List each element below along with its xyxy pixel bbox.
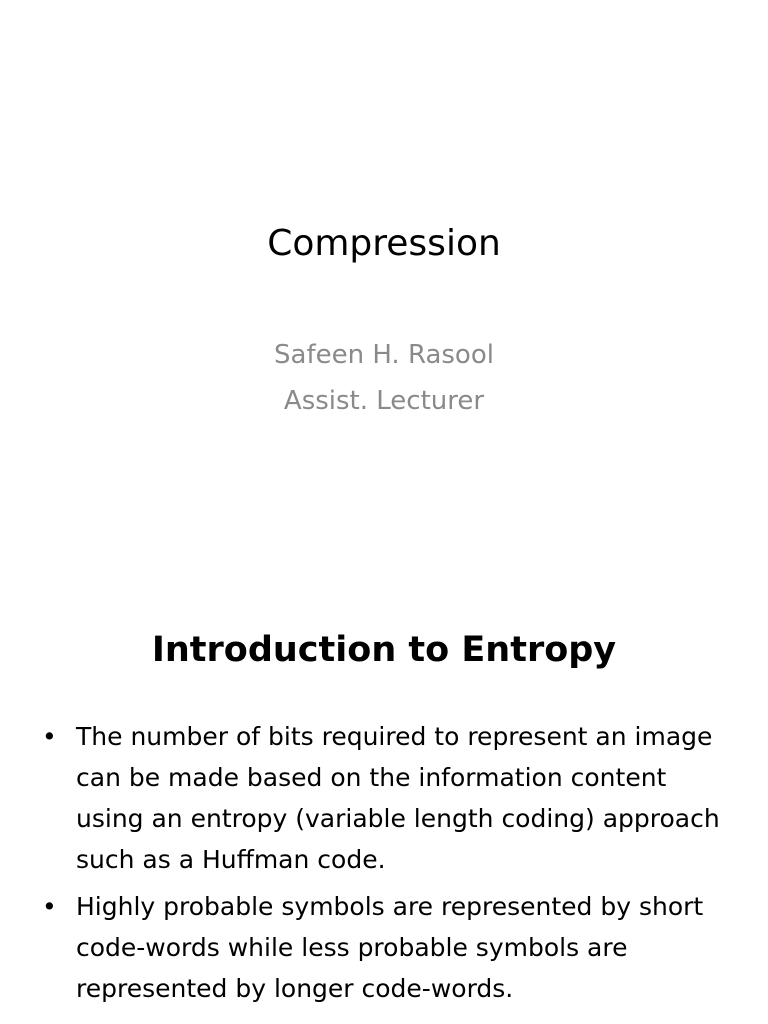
author-name: Safeen H. Rasool: [274, 340, 494, 370]
bullet-text: The number of bits required to represent an image can be made based on the information content using an entropy (variable length coding) approach such as a Huffman code.: [76, 722, 720, 874]
bullet-list: [40, 716, 740, 1015]
bullet-item: [40, 886, 740, 1009]
bullet-item: [40, 716, 740, 880]
bullet-text: Highly probable symbols are represented by short code-words while less probable symbols are represented by longer code-words.: [76, 892, 704, 1003]
slide-title: Introduction to Entropy: [151, 630, 617, 670]
bullet-icon: •: [42, 722, 57, 751]
content-slide: [0, 576, 768, 1024]
bullet-icon: •: [42, 892, 57, 921]
author-position: Assist. Lecturer: [283, 386, 485, 416]
author-subtitle: [0, 332, 768, 424]
presentation-title: Compression: [267, 223, 501, 264]
